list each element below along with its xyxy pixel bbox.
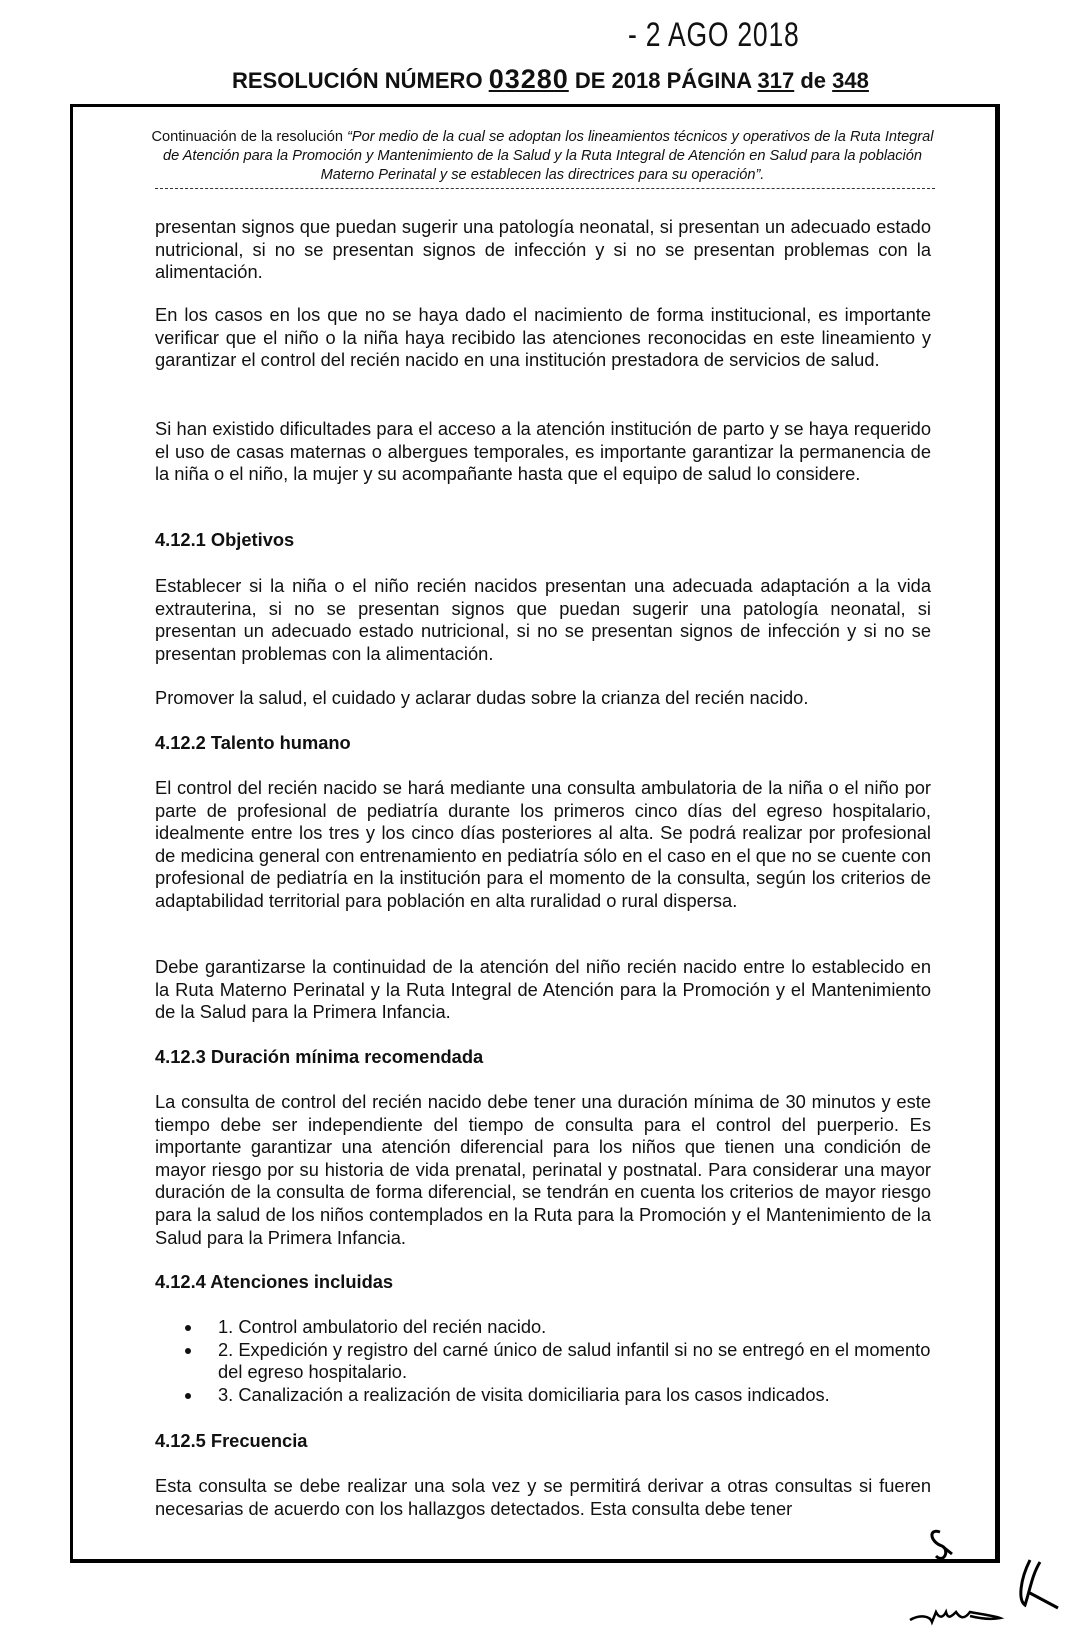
dashed-divider: [155, 188, 935, 189]
section-heading: 4.12.4 Atenciones incluidas: [155, 1271, 394, 1292]
paragraph: presentan signos que puedan sugerir una patología neonatal, si presentan un adecuado estado nutricional, si no se presentan signos de infección y si no se presentan problemas con la alimentación.: [155, 216, 931, 283]
date-stamp: - 2 AGO 2018: [628, 16, 800, 54]
included-services-list: [155, 1316, 931, 1406]
title-prefix: RESOLUCIÓN NÚMERO: [232, 68, 483, 93]
resolution-number: 03280: [488, 64, 569, 94]
paragraph: La consulta de control del recién nacido debe tener una duración mínima de 30 minutos y este tiempo debe ser independiente del tiempo de consulta para el control del puerperio. Es importante garantizar una atención diferencial para los niños que tienen una condición de mayor riesgo por su historia de vida prenatal, perinatal y postnatal. Para considerar una mayor duración de la consulta de forma diferencial, se tendrán en cuenta los criterios de mayor riesgo para la salud de los niños contemplados en la Ruta para la Promoción y el Mantenimiento de la Salud para la Primera Infancia.: [155, 1091, 931, 1248]
resolution-title: [232, 64, 869, 95]
initial-k-mark: [1021, 1560, 1058, 1608]
paragraph: Promover la salud, el cuidado y aclarar dudas sobre la crianza del recién nacido.: [155, 687, 809, 708]
paragraph: Si han existido dificultades para el acceso a la atención institución de parto y se haya requerido el uso de casas maternas o albergues temporales, es importante garantizar la permanencia de la niña o el niño, la mujer y su acompañante hasta que el equipo de salud lo considere.: [155, 418, 931, 485]
list-item: 2. Expedición y registro del carné único de salud infantil si no se entregó en el momento del egreso hospitalario.: [155, 1339, 931, 1384]
continuation-quote: “Por medio de la cual se adoptan los lineamientos técnicos y operativos de la Ruta Integral de Atención para la Promoción y Mantenimiento de la Salud y la Ruta Integral de Atención en Salud para la población Materno Perinatal y se establecen las directrices para su operación”.: [162, 129, 934, 183]
total-pages: 348: [832, 68, 869, 93]
paragraph: El control del recién nacido se hará mediante una consulta ambulatoria de la niña o el niño por parte de profesional de pediatría durante los primeros cinco días del egreso hospitalario, idealmente entre los tres y los cinco días posteriores al alta. Se podrá realizar por profesional de medicina general con entrenamiento en pediatría sólo en el caso en el que no se cuente con profesional de pediatría en la institución para el momento de la consulta, según los criterios de adaptabilidad territorial para población en alta ruralidad o rural dispersa.: [155, 777, 931, 911]
section-heading: 4.12.5 Frecuencia: [155, 1430, 308, 1451]
list-item: 1. Control ambulatorio del recién nacido.: [155, 1316, 931, 1339]
section-heading: 4.12.3 Duración mínima recomendada: [155, 1046, 484, 1067]
paragraph: Debe garantizarse la continuidad de la atención del niño recién nacido entre lo establecido en la Ruta Materno Perinatal y la Ruta Integral de Atención para la Promoción y el Mantenimiento de la Salud para la Primera Infancia.: [155, 956, 931, 1023]
page-of: de: [800, 68, 827, 93]
continuation-lead: Continuación de la resolución: [151, 129, 343, 145]
section-heading: 4.12.1 Objetivos: [155, 529, 295, 550]
paragraph: Establecer si la niña o el niño recién nacidos presentan una adecuada adaptación a la vida extrauterina, si no se presentan signos que puedan sugerir una patología neonatal, si presentan un adecuado estado nutricional, si no se presentan signos de infección y si no se presentan problemas con la alimentación.: [155, 575, 931, 664]
paragraph: En los casos en los que no se haya dado el nacimiento de forma institucional, es importante verificar que el niño o la niña haya recibido las atenciones reconocidas en este lineamiento y garantizar el control del recién nacido en una institución prestadora de servicios de salud.: [155, 304, 931, 371]
continuation-note: [150, 128, 935, 185]
handwritten-initials: [900, 1520, 1080, 1635]
page-number: 317: [757, 68, 795, 93]
initial-8-mark: [932, 1531, 952, 1558]
title-middle: DE 2018 PÁGINA: [574, 68, 752, 93]
list-item: 3. Canalización a realización de visita domiciliaria para los casos indicados.: [155, 1384, 931, 1407]
signature-mark: [910, 1612, 1000, 1622]
paragraph: Esta consulta se debe realizar una sola vez y se permitirá derivar a otras consultas si fueren necesarias de acuerdo con los hallazgos detectados. Esta consulta debe tener: [155, 1475, 931, 1519]
section-heading: 4.12.2 Talento humano: [155, 732, 351, 753]
